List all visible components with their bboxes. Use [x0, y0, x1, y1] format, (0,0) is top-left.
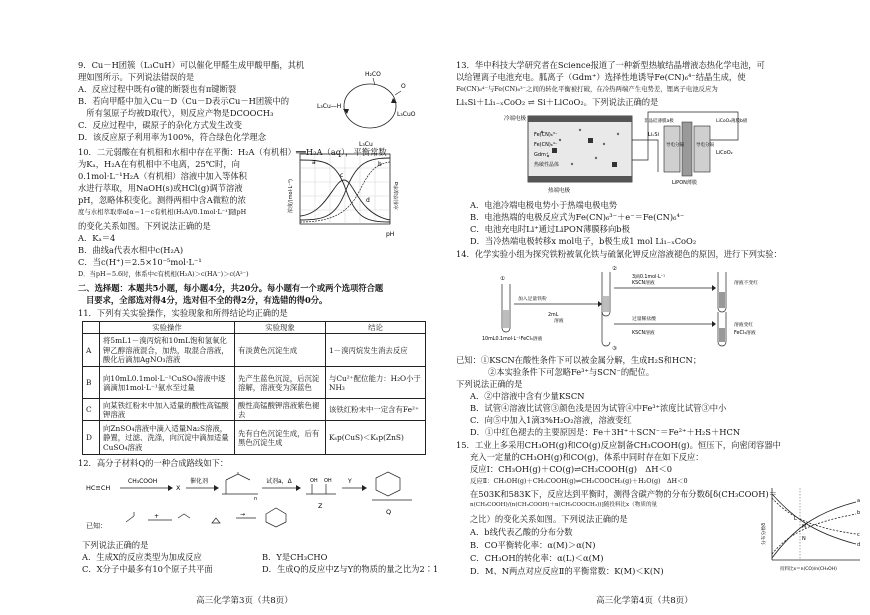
- q15-chart: [760, 484, 864, 576]
- q12-title: 12．高分子材料Q的一种合成路线如下：: [78, 458, 229, 468]
- row-operation: 向ZnSO₄溶液中滴入适量Na₂S溶液，静置，过滤、洗涤，向沉淀中滴加适量CuSO₄溶液: [100, 421, 235, 455]
- route-label: 催化剂: [190, 478, 209, 485]
- q12-known: 已知：: [86, 522, 107, 530]
- q15-option-a: A．b线代表乙酸的分布分数: [470, 527, 573, 537]
- q12-prompt: 下列说法正确的是: [82, 540, 149, 550]
- q14-label: 10mL0.1mol·L⁻¹FeCl₃溶液: [482, 337, 543, 342]
- q15-line: n(CH₃COOH)/(n(CH₃COOH)＋n(CH₃COOCH₃))]随投料比x（物质的量: [470, 502, 658, 508]
- row-conclusion: 该铁红粉末中一定含有Fe²⁺: [326, 399, 426, 421]
- q9-mechanism-diagram: [315, 58, 425, 150]
- q14-label: 溶液变红: [734, 323, 754, 328]
- q14-label: 加入足量铁粉: [518, 297, 547, 302]
- q9-option-a: A．反应过程中既有σ键的断裂也有π键断裂: [78, 84, 237, 94]
- q13-label: 热端电极: [548, 188, 571, 194]
- q10-line: 0.1mol·L⁻¹H₂A（有机相）溶液中加入等体积: [78, 171, 247, 181]
- q15-point-label: c: [857, 532, 860, 538]
- q10-line: 10．二元弱酸在有机相和水相中存在平衡：H₂A（有机相）══H₂A（aq），平衡常数: [78, 147, 387, 157]
- table-header-row: [83, 322, 426, 334]
- q9-option-b-cont: 所有氢原子均被D取代），则反应产物是DCOOCH₃: [78, 108, 274, 118]
- q15-reaction-2: 反应Ⅱ：CH₃OH(g)＋CH₃COOH(g)⇌CH₃COOCH₃(g)＋H₂O(g) ΔH＜0: [470, 477, 688, 485]
- q9-line: 理如图所示。下列说法错误的是: [78, 72, 195, 82]
- q14-label: ①: [500, 276, 505, 282]
- q10-curve-label: d: [366, 197, 370, 204]
- q13-label: 非晶硅薄膜a极: [644, 119, 674, 124]
- q12-option-c: C．X分子中最多有10个原子共平面: [82, 564, 213, 574]
- table-header: [83, 322, 100, 334]
- q15-point-label: M: [802, 524, 807, 530]
- q15-line: 充入一定量的CH₃OH(g)和CO(g)，体系中同时存在如下反应：: [470, 452, 704, 462]
- q14-known-2: ②本实验条件下可忽略Fe³⁺与SCN⁻的配位。: [488, 367, 655, 377]
- table-header: 结论: [326, 322, 426, 334]
- table-header: 实验现象: [235, 322, 326, 334]
- q10-line: pH，忽略体积变化。测得两相中含A微粒的浓: [78, 195, 246, 205]
- q13-label: 导电分隔: [696, 143, 714, 148]
- q14-label: 3滴0.1mol·L⁻¹: [632, 275, 666, 280]
- q10-curve-label: a: [312, 159, 316, 166]
- q13-label: LiCoO₂: [716, 150, 733, 156]
- q15-point-label: a: [857, 498, 861, 504]
- table-row: [83, 334, 426, 367]
- row-phenomenon: 先有白色沉淀生成，后有黑色沉淀生成: [235, 421, 326, 455]
- q14-option-b: B．试管④溶液比试管③颜色浅是因为试管④中Fe³⁺浓度比试管③中小: [470, 403, 727, 413]
- q15-line: 15．工业上多采用CH₃OH(g)和CO(g)反应制备CH₃COOH(g)。恒压下，向密闭容器中: [456, 440, 781, 450]
- route-label: Y: [348, 478, 352, 485]
- q14-label: KSCN溶液: [632, 281, 655, 286]
- route-label: Z: [318, 502, 323, 510]
- q10-option-a: A．Kₐ＝4: [78, 233, 116, 243]
- q14-option-c: C．向⑤中加入1滴3%H₂O₂溶液，溶液变红: [470, 415, 632, 425]
- q15-point-label: d: [857, 542, 861, 548]
- q14-option-a: A．②中溶液中含有少量KSCN: [470, 391, 585, 401]
- row-letter: C: [83, 399, 100, 421]
- q10-line: 为Kₐ，H₂A在有机相中不电离，25℃时，向: [78, 159, 240, 169]
- row-letter: A: [83, 334, 100, 367]
- row-conclusion: 与Cu²⁺配位能力：H₂O小于NH₃: [326, 367, 426, 399]
- q11-table: [82, 321, 426, 455]
- svg-text:+: +: [154, 513, 160, 520]
- q14-label: ②: [612, 266, 617, 272]
- q14-option-d: D．①中红色褪去的主要原因是：Fe＋3H⁺＋SCN⁻＝Fe²⁺＋H₂S＋HCN: [470, 427, 741, 437]
- table-header: 实验操作: [100, 322, 235, 334]
- q14-label: FeCl₃溶液: [734, 331, 756, 336]
- q9-option-b: B．若向甲醛中加入Cu－D（Cu－D表示Cu－H团簇中的: [78, 96, 290, 106]
- q12-option-d: D．生成Q的反应中Z与Y的物质的量之比为2∶1: [262, 564, 439, 574]
- row-operation: 向某铁红粉末中加入适量的酸性高锰酸钾溶液: [100, 399, 235, 421]
- q13-line: LiₓSi＋Li₁₋ₓCoO₂ ⇌ Si＋LiCoO₂。下列说法正确的是: [456, 97, 659, 107]
- q13-option-d: D．当冷热端电极转移x mol电子，b极生成1 mol Li₁₋ₓCoO₂: [470, 236, 697, 246]
- q13-label: 热敏性晶体: [534, 162, 560, 168]
- row-operation: 将5mL1－溴丙烷和10mL饱和氢氧化钾乙醇溶液混合，加热，取混合溶液，酸化后滴加AgNO₃溶液: [100, 334, 235, 367]
- svg-text:n: n: [254, 496, 258, 502]
- page-footer: 高三化学第3页（共8页）: [196, 596, 293, 606]
- q14-experiment-diagram: [482, 264, 822, 352]
- q15-option-b: B．CO平衡转化率：α(M)＞α(N): [470, 540, 596, 550]
- q15-point-label: N: [802, 536, 806, 542]
- q14-label: ③: [612, 346, 617, 352]
- q10-y2-label: 水相萃取率α: [394, 181, 400, 210]
- q10-line: 的变化关系如图。下列说法正确的是: [78, 221, 211, 231]
- q9-label: L₃Cu—H: [317, 103, 342, 110]
- row-phenomenon: 酸性高锰酸钾溶液紫色褪去: [235, 399, 326, 421]
- q13-label: 冷端电极: [504, 116, 527, 122]
- route-label: 试剂a，Δ: [266, 478, 292, 485]
- row-operation: 向10mL0.1mol·L⁻¹CuSO₄溶液中逐滴滴加1mol·L⁻¹氨水至过量: [100, 367, 235, 399]
- q15-reaction-1: 反应Ⅰ：CH₃OH(g)＋CO(g)⇌CH₃COOH(g) ΔH＜0: [470, 464, 673, 474]
- q13-line: 以给锂离子电池充电。胍离子（Gdm⁺）选择性地诱导Fe(CN)₆⁴⁻结晶生成，使: [456, 72, 746, 82]
- table-row: [83, 399, 426, 421]
- q13-line: Fe(CN)₆⁴⁻与Fe(CN)₆³⁻之间的转化平衡被打破，在冷热两端产生电势差，锂离子电池反应为: [456, 85, 718, 93]
- q11-title: 11．下列有关实验操作，实验现象和所得结论均正确的是: [78, 308, 288, 318]
- q13-label: 导电分隔: [666, 143, 684, 148]
- q9-label: L₃Cu: [359, 141, 373, 148]
- route-label: Q: [386, 508, 392, 516]
- q15-y-label: 分布分数δ: [762, 522, 767, 545]
- q13-label: LiCoO₂薄膜b极: [716, 119, 748, 124]
- table-row: [83, 367, 426, 399]
- q14-label: 过量稀盐酸: [632, 317, 656, 322]
- q14-known-1: 已知：①KSCN在酸性条件下可以被金属分解，生成H₂S和HCN；: [456, 355, 702, 365]
- q9-option-d: D．该反应原子利用率为100%，符合绿色化学理念: [78, 132, 267, 142]
- q9-label: H₂CO: [365, 71, 381, 78]
- q15-point-label: L: [794, 516, 797, 522]
- q13-battery-diagram: [504, 110, 778, 196]
- q15-option-d: D．M、N两点对应反应Ⅱ的平衡常数：K(M)＜K(N): [470, 566, 664, 576]
- row-conclusion: Kₛp(CuS)＜Kₛp(ZnS): [326, 421, 426, 455]
- q10-chart: [286, 150, 404, 238]
- q9-line: 9．Cu－H团簇（L₃CuH）可以催化甲醛生成甲酸甲酯，其机: [78, 60, 305, 70]
- q15-point-label: b: [857, 510, 861, 516]
- q14-label: KSCN溶液: [632, 331, 655, 336]
- svg-text:OH: OH: [310, 478, 318, 484]
- q10-option-b: B．曲线a代表水相中c(H₂A): [78, 245, 184, 255]
- q13-option-b: B．电池热端的电极反应式为Fe(CN)₆³⁻＋e⁻＝Fe(CN)₆⁴⁻: [470, 212, 685, 222]
- q15-line: 在503K和583K下，反应达到平衡时，测得含碳产物的分布分数δ[δ(CH₃COOH)＝: [470, 489, 777, 499]
- q10-curve-label: b: [378, 161, 382, 168]
- q15-line: 之比）的变化关系如图。下列说法正确的是: [470, 514, 628, 524]
- q12-option-b: B．Y是CH₃CHO: [262, 552, 328, 562]
- q10-x-label: pH: [386, 231, 395, 238]
- table-row: [83, 421, 426, 455]
- q14-label: 溶液: [554, 319, 564, 324]
- q14-label: 溶液不变红: [734, 281, 758, 286]
- row-letter: D: [83, 421, 100, 455]
- q9-label: O: [401, 83, 406, 90]
- q13-option-c: C．电池充电时Li⁺通过LiPON薄膜移向b极: [470, 224, 630, 234]
- row-letter: B: [83, 367, 100, 399]
- q9-option-c: C．反应过程中，碳原子的杂化方式发生改变: [78, 120, 242, 130]
- q13-label: Gdm⁺: [534, 152, 549, 158]
- q12-route-diagram: [86, 470, 426, 534]
- svg-text:OH: OH: [324, 478, 332, 484]
- q13-option-a: A．电池冷端电极电势小于热端电极电势: [470, 200, 618, 210]
- q13-line: 13．华中科技大学研究者在Science报道了一种新型热敏结晶增液态热化学电池，可: [456, 60, 765, 70]
- q14-prompt: 下列说法正确的是: [456, 379, 523, 389]
- route-label: CH₃COOH: [128, 478, 158, 485]
- q9-label: L₃CuO: [397, 111, 416, 118]
- q13-label: Fe(CN)₆⁴⁻: [534, 142, 558, 148]
- q10-option-c: C．当c(H⁺)＝2.5×10⁻⁵mol·L⁻¹: [78, 257, 202, 267]
- q13-label: Fe(CN)₆³⁻: [534, 132, 558, 138]
- route-label: HC≡CH: [86, 484, 111, 492]
- q14-label: 2mL: [548, 313, 559, 318]
- q10-line: 度与水相萃取率α[α＝1－c有机相(H₂A)/0.1mol·L⁻¹]随pH: [78, 208, 247, 216]
- q10-curve-label: c: [340, 172, 344, 179]
- q13-label: LiPON薄膜: [672, 180, 697, 186]
- section-2-title-cont: 目要求，全部选对得4分，选对但不全的得2分，有选错的得0分。: [86, 295, 328, 305]
- q10-line: 水进行萃取，用NaOH(s)或HCl(g)调节溶液: [78, 183, 243, 193]
- q15-option-c: C．CH₃OH的转化率：α(L)＜α(M): [470, 553, 604, 563]
- q10-option-d: D．当pH＝5.6时，体系中c有机相(H₂A)＞c(HA⁻)＞c(A²⁻): [78, 270, 249, 278]
- route-label: X: [176, 484, 181, 492]
- q15-x-label: 投料比x＝n(CO)/n(CH₃OH): [780, 567, 837, 572]
- svg-text:→: →: [240, 511, 246, 518]
- section-2-title: 二、选择题：本题共5小题，每小题4分，共20分。每小题有一个或两个选项符合题: [78, 283, 384, 293]
- row-phenomenon: 有淡黄色沉淀生成: [235, 334, 326, 367]
- page-footer: 高三化学第4页（共8页）: [596, 596, 693, 606]
- q13-label: LiₓSi: [648, 132, 659, 138]
- right-page: [442, 0, 870, 615]
- q12-option-a: A．生成X的反应类型为加成反应: [82, 552, 202, 562]
- row-conclusion: 1－溴丙烷发生消去反应: [326, 334, 426, 367]
- q10-y-label: 浓度/(mol·L⁻¹): [288, 179, 294, 213]
- q14-line: 14．化学实验小组为探究铁粉被氧化铁与硫氰化钾反应溶液褪色的原因，进行下列实验：: [456, 249, 782, 259]
- row-phenomenon: 先产生蓝色沉淀，后沉淀溶解，溶液变为深蓝色: [235, 367, 326, 399]
